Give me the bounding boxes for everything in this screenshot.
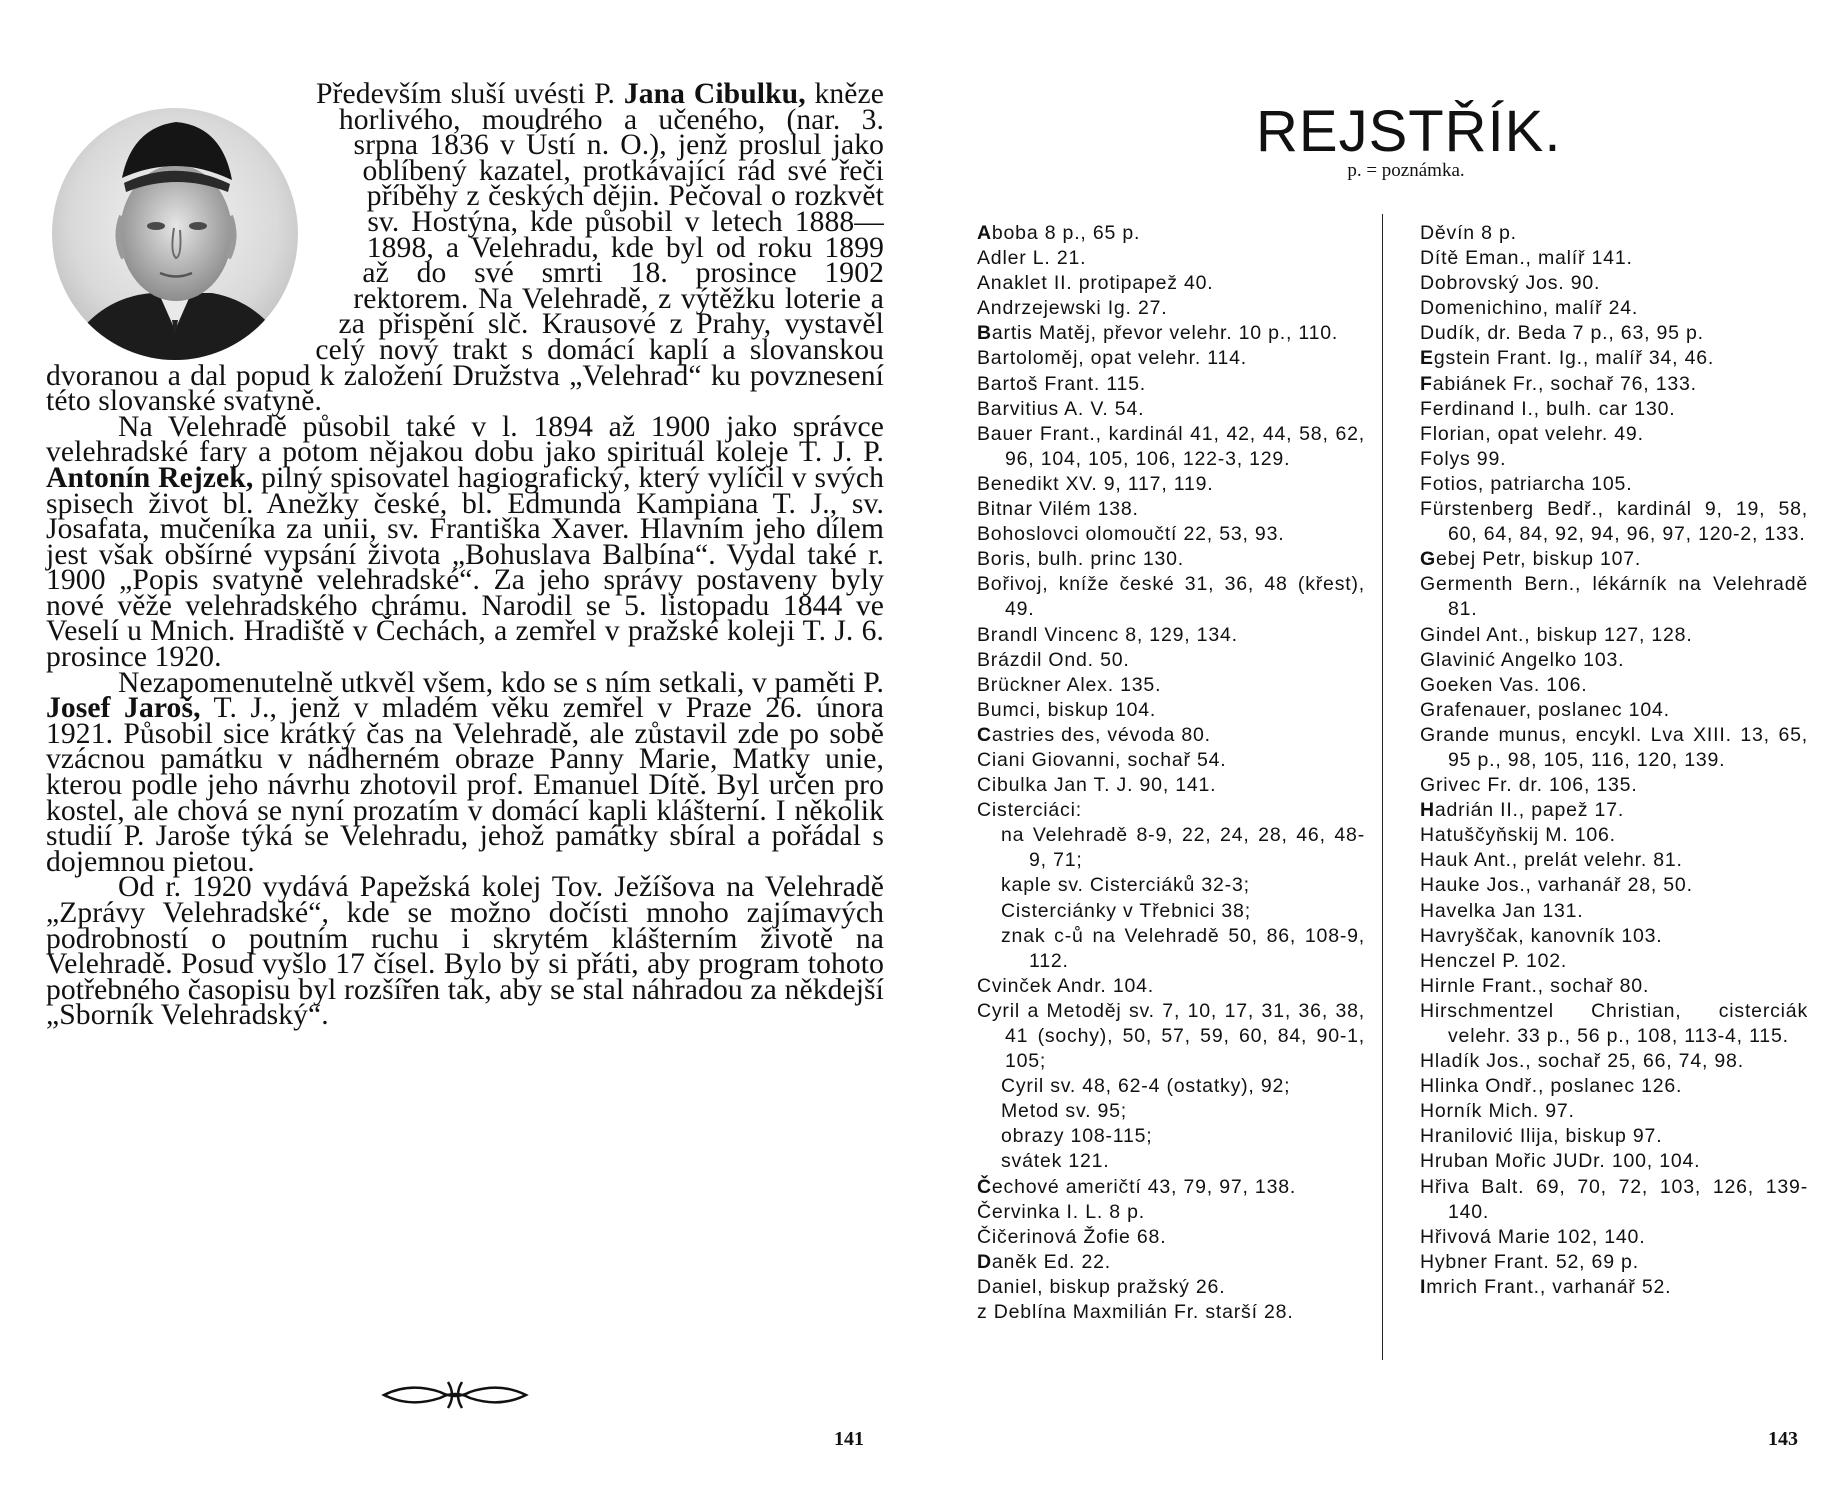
index-entry: Metod sv. 95; — [1001, 1100, 1128, 1123]
index-entry: z Deblína Maxmilián Fr. starší 28. — [977, 1301, 1294, 1324]
index-entry: Dobrovský Jos. 90. — [1420, 272, 1601, 295]
index-entry: Bartoloměj, opat velehr. 114. — [977, 347, 1247, 370]
index-entry: Brückner Alex. 135. — [977, 673, 1162, 696]
text-run: kněze horlivého, moudrého a učeného, (nar. 3. srpna 1836 v Ústí n. O.), jenž proslul jako oblíbený kazatel, protkávající rád své řeči příběhy z českých dějin. Pečoval o rozkvět sv. Hostýna, kde působil v letech 1888—1898, a Velehradu, kde byl od roku 1899 až do své smrti 18. prosince 1902 rektorem. Na Velehradě, z výtěžku loterie a za přispění slč. Krausové z Prahy, vystavěl celý nový trakt s domácí kaplí a slovanskou dvoranou a dal popud k založení Družstva „Velehrad“ ku povznesení této slovanské svatyně. — [46, 78, 885, 418]
column-divider — [1382, 214, 1383, 1360]
index-entry: Cvinček Andr. 104. — [977, 974, 1154, 997]
page-number-right: 143 — [1768, 1428, 1798, 1450]
index-entry: Děvín 8 p. — [1420, 222, 1517, 244]
index-entry: Anaklet II. protipapež 40. — [977, 272, 1214, 295]
text-run: Především sluší uvésti P. — [316, 78, 624, 110]
entry-text: artis Matěj, převor velehr. 10 p., 110. — [991, 322, 1339, 345]
index-entry: Bohoslovci olomoučtí 22, 53, 93. — [977, 523, 1285, 546]
index-entry — [977, 221, 1365, 246]
index-entry: Boris, bulh. princ 130. — [977, 548, 1185, 571]
index-title: REJSTŘÍK. — [1256, 99, 1562, 164]
index-subtitle: p. = poznámka. — [1347, 160, 1465, 181]
letter-initial: I — [1420, 1275, 1427, 1298]
letter-initial: Č — [977, 1175, 992, 1198]
index-entry: Hirnle Frant., sochař 80. — [1420, 974, 1650, 997]
text-run: pilný spisovatel hagiografický, který vylíčil v svých spisech život bl. Anežky české, bl. Edmunda Kampiana T. J., sv. Josafata, mučeníka za unii, sv. Františka Xaver. Hlavním jeho dílem jest však obšírné vypsání života „Bohuslava Balbína“. Vydal také r. 1900 „Popis svatyně velehradské“. Za jeho správy postaveny byly nové věže velehradského chrámu. Narodil se 5. listopadu 1844 ve Veselí u Mnich. Hradiště v Čechách, a zemřel v pražské koleji T. J. 6. prosince 1920. — [46, 461, 884, 674]
paragraph — [46, 410, 884, 674]
entry-text: mrich Frant., varhanář 52. — [1426, 1275, 1672, 1298]
index-entry: Bitnar Vilém 138. — [977, 498, 1139, 521]
index-entry: Andrzejewski Ig. 27. — [977, 297, 1168, 320]
index-entry: Henczel P. 102. — [1420, 949, 1568, 972]
index-entry: Hruban Mořic JUDr. 100, 104. — [1420, 1150, 1701, 1173]
index-entry: Brázdil Ond. 50. — [977, 648, 1130, 671]
index-entry: Ciani Giovanni, sochař 54. — [977, 748, 1227, 771]
text-run: Od r. 1920 vydává Papežská kolej Tov. Ježíšova na Velehradě „Zprávy Velehradské“, kde se možno dočísti mnoho zajímavých podrobností o poutním ruchu i skrytém klášterním životě na Velehradě. Posud vyšlo 17 čísel. Bylo by si přáti, aby program tohoto potřebného časopisu byl rozšířen tak, aby se stal náhradou za někdejší „Sborník Velehradský“. — [46, 871, 884, 1032]
right-page — [910, 0, 1838, 1500]
paragraph — [46, 666, 885, 878]
index-entry — [1420, 798, 1808, 823]
name-emphasis: Jana Cibulku, — [623, 78, 806, 110]
name-emphasis: Antonín Rejzek, — [46, 461, 254, 494]
letter-initial: B — [977, 322, 992, 345]
index-column-2 — [1420, 221, 1808, 1300]
index-entry — [977, 723, 1365, 748]
index-entry: Folys 99. — [1420, 447, 1507, 470]
index-entry: Florian, opat velehr. 49. — [1420, 422, 1644, 445]
index-entry: Hladík Jos., sochař 25, 66, 74, 98. — [1420, 1050, 1744, 1073]
index-entry: znak c-ů na Velehradě 50, 86, 108-9, 112. — [1001, 924, 1365, 972]
ornament-flourish — [380, 1378, 530, 1412]
index-entry: Bořivoj, kníže české 31, 36, 48 (křest), 49. — [977, 573, 1365, 621]
index-entry: Cyril a Metoděj sv. 7, 10, 17, 31, 36, 38, 41 (sochy), 50, 57, 59, 60, 84, 90-1, 105; — [977, 999, 1365, 1073]
entry-text: astries des, vévoda 80. — [991, 723, 1211, 746]
index-entry: Hatuščyňskij M. 106. — [1420, 824, 1616, 847]
index-entry — [977, 1175, 1365, 1200]
index-entry: Havelka Jan 131. — [1420, 899, 1584, 922]
index-entry: Havryščak, kanovník 103. — [1420, 924, 1663, 947]
entry-text: boba 8 p., 65 p. — [991, 222, 1141, 244]
index-entry: Hřiva Balt. 69, 70, 72, 103, 126, 139-140. — [1420, 1175, 1808, 1223]
index-entry: Červinka I. L. 8 p. — [977, 1200, 1146, 1223]
index-entry: Gindel Ant., biskup 127, 128. — [1420, 623, 1693, 646]
index-entry: Cisterciánky v Třebnici 38; — [1001, 899, 1251, 922]
index-entry: Čičerinová Žofie 68. — [977, 1225, 1167, 1248]
index-entry: Fotios, patriarcha 105. — [1420, 472, 1633, 495]
entry-text: echové američtí 43, 79, 97, 138. — [991, 1175, 1297, 1198]
index-entry: Goeken Vas. 106. — [1420, 673, 1588, 696]
page-number-left: 141 — [834, 1428, 864, 1450]
index-entry: Daniel, biskup pražský 26. — [977, 1275, 1226, 1298]
index-entry: Hranilović Ilija, biskup 97. — [1420, 1125, 1663, 1148]
name-emphasis: Josef Jaroš, — [46, 692, 201, 725]
left-page — [0, 0, 910, 1500]
index-entry — [1420, 547, 1808, 572]
index-entry: Grande munus, encykl. Lva XIII. 13, 65, 95 p., 98, 105, 116, 120, 139. — [1420, 723, 1808, 771]
letter-initial: E — [1420, 347, 1434, 370]
index-entry: Barvitius A. V. 54. — [977, 397, 1145, 420]
index-entry: Adler L. 21. — [977, 247, 1087, 270]
index-entry: Bauer Frant., kardinál 41, 42, 44, 58, 62, 96, 104, 105, 106, 122-3, 129. — [977, 422, 1365, 470]
letter-initial: D — [977, 1250, 992, 1273]
index-entry: Cisterciáci: — [977, 799, 1082, 822]
index-entry: Dudík, dr. Beda 7 p., 63, 95 p. — [1420, 322, 1704, 345]
index-entry: Dítě Eman., malíř 141. — [1420, 247, 1633, 270]
index-entry — [1420, 1275, 1808, 1300]
index-entry: Hirschmentzel Christian, cisterciák velehr. 33 p., 56 p., 108, 113-4, 115. — [1420, 999, 1808, 1047]
index-entry: Horník Mich. 97. — [1420, 1100, 1575, 1123]
index-entry: Brandl Vincenc 8, 129, 134. — [977, 623, 1238, 646]
paragraph — [46, 871, 884, 1032]
entry-text: gstein Frant. Ig., malíř 34, 46. — [1433, 347, 1715, 370]
text-run: Na Velehradě působil také v l. 1894 až 1900 jako správce velehradské fary a potom nějakou dobu jako spirituál koleje T. J. P. — [46, 410, 884, 469]
index-entry: Hauk Ant., prelát velehr. 81. — [1420, 849, 1683, 872]
index-entry: Benedikt XV. 9, 117, 119. — [977, 472, 1214, 495]
index-entry — [1420, 372, 1808, 397]
index-entry: Cibulka Jan T. J. 90, 141. — [977, 774, 1217, 797]
index-entry: Bumci, biskup 104. — [977, 698, 1157, 721]
index-entry: Cyril sv. 48, 62-4 (ostatky), 92; — [1001, 1075, 1291, 1098]
index-entry: Ferdinand I., bulh. car 130. — [1420, 397, 1676, 420]
body-text — [46, 78, 885, 1032]
index-entry: Grivec Fr. dr. 106, 135. — [1420, 774, 1638, 797]
index-entry: Germenth Bern., lékárník na Velehradě 81. — [1420, 573, 1808, 621]
index-entry: Bartoš Frant. 115. — [977, 372, 1147, 395]
index-entry — [977, 1250, 1365, 1275]
entry-text: aněk Ed. 22. — [991, 1250, 1111, 1273]
index-entry: kaple sv. Cisterciáků 32-3; — [1001, 874, 1250, 897]
index-entry: Hauke Jos., varhanář 28, 50. — [1420, 874, 1693, 897]
letter-initial: H — [1420, 799, 1435, 822]
index-column-1 — [977, 221, 1365, 1325]
index-entry: Hybner Frant. 52, 69 p. — [1420, 1250, 1639, 1273]
letter-initial: A — [977, 222, 992, 244]
entry-text: adrián II., papež 17. — [1434, 799, 1625, 822]
letter-initial: G — [1420, 548, 1436, 571]
text-run: T. J., jenž v mladém věku zemřel v Praze 26. února 1921. Působil sice krátký čas na Velehradě, ale zůstavil zde po sobě vzácnou památku v nádherném obraze Panny Marie, Matky unie, kterou podle jeho návrhu zhotovil prof. Emanuel Dítě. Byl určen pro kostel, ale chová se nyní prozatím v domácí kapli klášterní. I několik studií P. Jaroše týká se Velehradu, jehož památky sbíral a pořádal s dojemnou pietou. — [46, 692, 885, 878]
entry-text: ebej Petr, biskup 107. — [1435, 548, 1642, 571]
index-entry — [977, 321, 1365, 346]
letter-initial: C — [977, 723, 992, 746]
index-entry: Glavinić Angelko 103. — [1420, 648, 1625, 671]
text-run: Nezapomenutelně utkvěl všem, kdo se s ním setkali, v paměti P. — [118, 666, 884, 699]
entry-text: abiánek Fr., sochař 76, 133. — [1432, 372, 1697, 395]
index-entry: na Velehradě 8-9, 22, 24, 28, 46, 48-9, 71; — [1001, 824, 1365, 872]
letter-initial: F — [1420, 372, 1433, 395]
index-entry: Grafenauer, poslanec 104. — [1420, 698, 1670, 721]
index-entry: Fürstenberg Bedř., kardinál 9, 19, 58, 60, 64, 84, 92, 94, 96, 97, 120-2, 133. — [1420, 498, 1808, 546]
index-entry — [1420, 346, 1808, 371]
index-entry: Domenichino, malíř 24. — [1420, 297, 1639, 320]
index-entry: svátek 121. — [1001, 1150, 1110, 1173]
index-entry: Hřivová Marie 102, 140. — [1420, 1225, 1646, 1248]
index-entry: Hlinka Ondř., poslanec 126. — [1420, 1075, 1683, 1098]
index-entry: obrazy 108-115; — [1001, 1125, 1153, 1148]
